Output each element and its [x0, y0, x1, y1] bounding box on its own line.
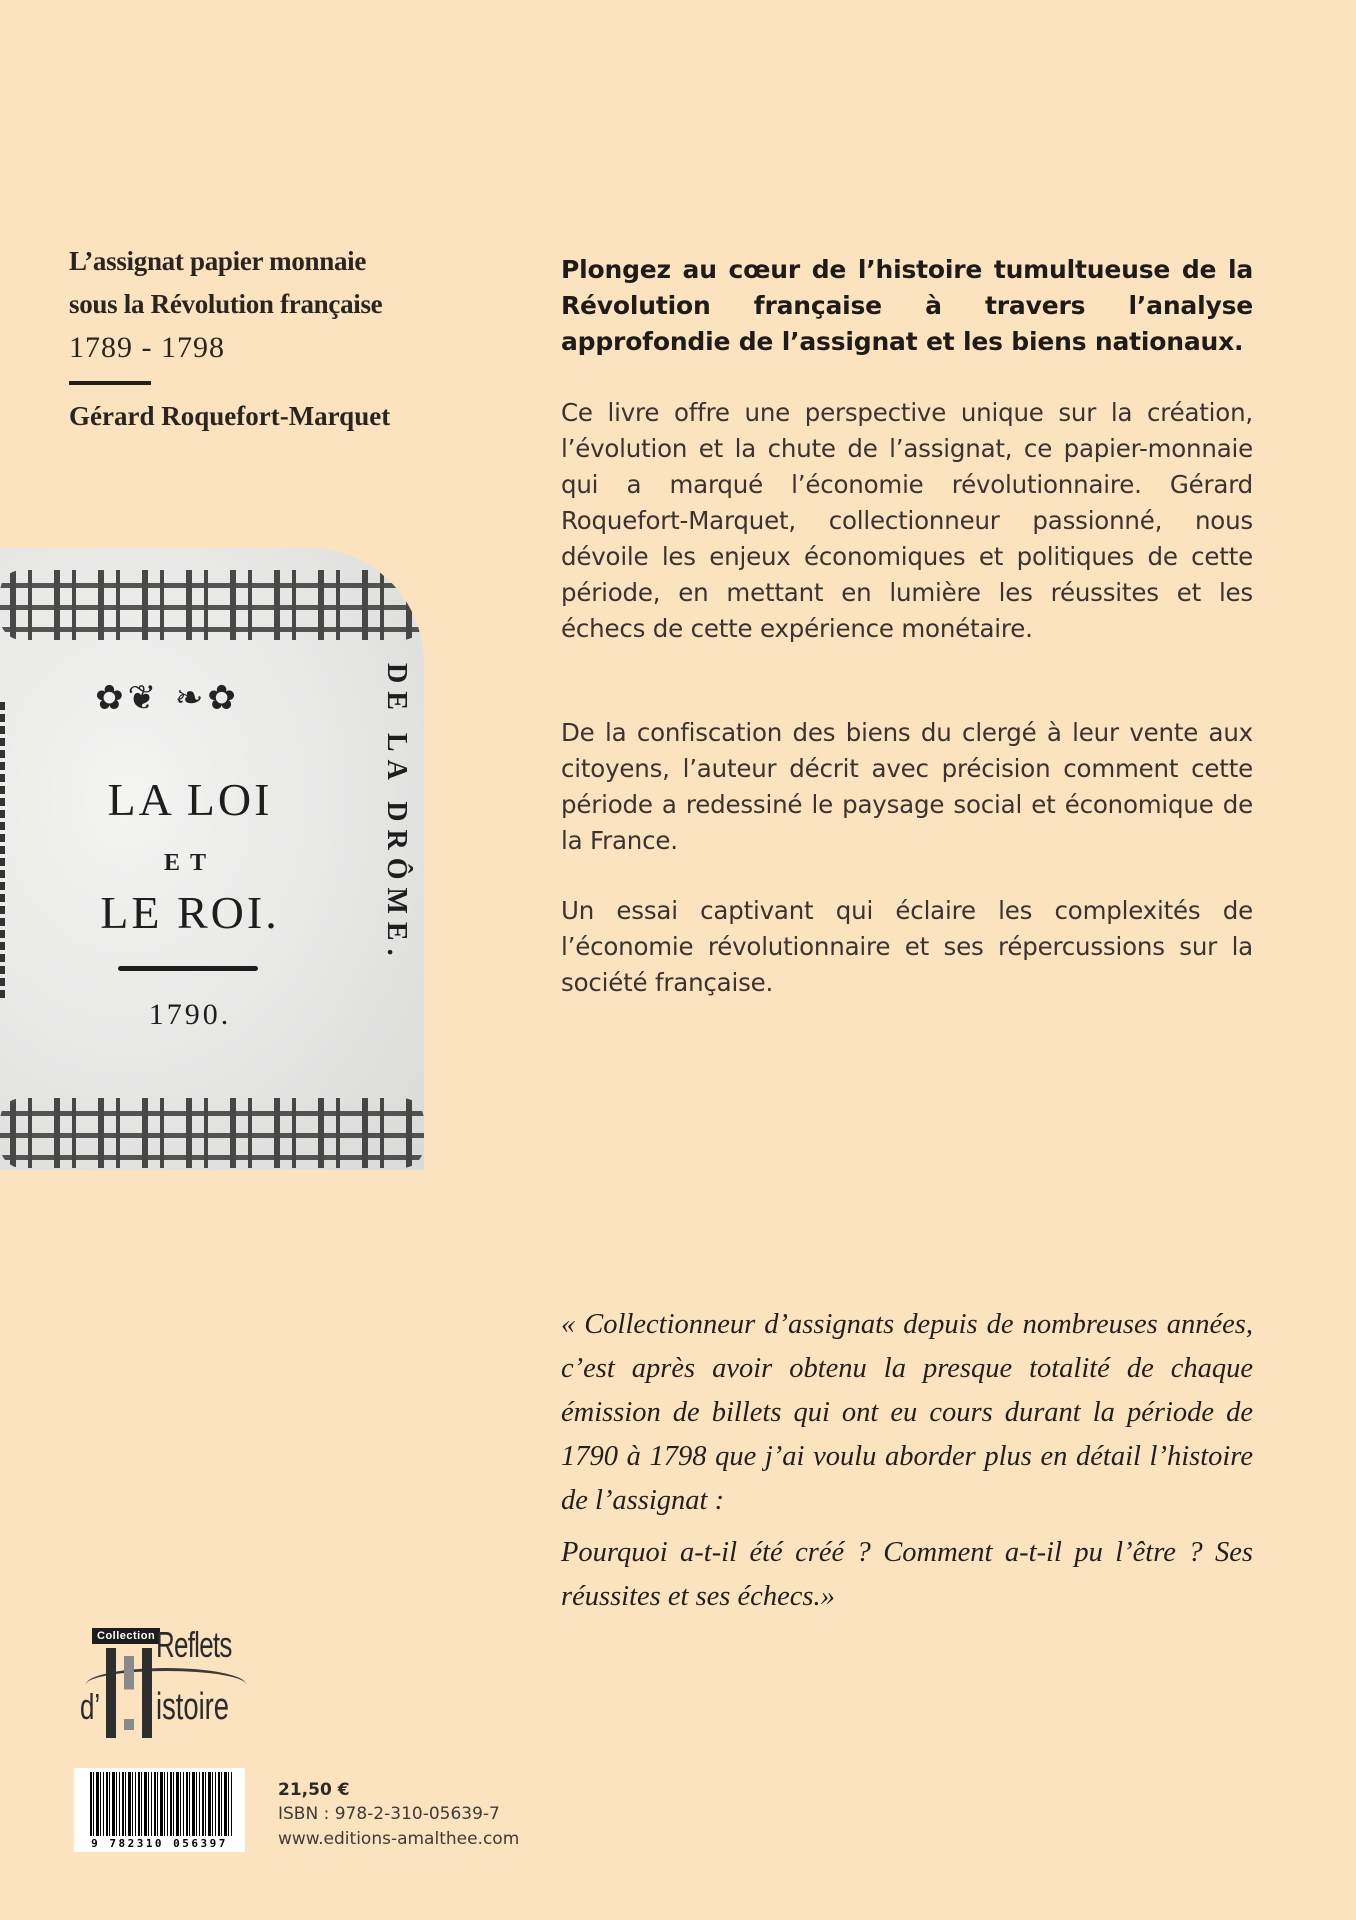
stamp-line-la-loi: LA LOI	[107, 774, 273, 825]
stamp-line-et: ET	[163, 850, 216, 876]
book-title-line-1: L’assignat papier monnaie	[69, 246, 367, 276]
ornament-border-bottom	[0, 1098, 424, 1168]
author-name: Gérard Roquefort-Marquet	[69, 401, 391, 431]
price: 21,50 €	[278, 1780, 350, 1800]
book-years: 1789 - 1798	[69, 331, 225, 364]
publisher-website: www.editions-amalthee.com	[278, 1829, 520, 1849]
logo-collection-label: Collection	[92, 1628, 160, 1644]
barcode-digits: 9 782310 056397	[74, 1837, 245, 1850]
title-divider	[69, 381, 151, 385]
hourglass-icon	[124, 1656, 134, 1730]
blurb-paragraph-2: De la confiscation des biens du clergé à leur vente aux citoyens, l’auteur décrit avec précision comment cette période a redessiné le paysage social et économique de la France.	[561, 718, 1253, 855]
title-block	[69, 240, 469, 432]
logo-word-d: d’	[80, 1686, 101, 1727]
hourglass-h-icon	[106, 1648, 152, 1738]
blurb-lead: Plongez au cœur de l’histoire tumultueuse de la Révolution française à travers l’analyse approfondie de l’assignat et les biens nationaux.	[561, 255, 1253, 356]
book-title-line-2: sous la Révolution française	[69, 289, 383, 319]
collection-logo	[80, 1624, 246, 1743]
barcode-bars	[90, 1772, 234, 1836]
stamp-vertical-text: DE LA DRÔME.	[381, 663, 412, 964]
stamp-rule	[118, 966, 258, 971]
left-border-rule	[0, 698, 5, 998]
isbn-barcode	[74, 1768, 245, 1852]
blurb-paragraph-1: Ce livre offre une perspective unique sur la création, l’évolution et la chute de l’assignat, ce papier-monnaie qui a marqué l’économie révolutionnaire. Gérard Roquefort-Marquet, collectionneur passionné, nous dévoile les enjeux économiques et politiques de cette période, en mettant en lumière les réussites et les échecs de cette expérience monétaire.	[561, 398, 1253, 643]
quote-part-1: « Collectionneur d’assignats depuis de nombreuses années, c’est après avoir obtenu la presque totalité de chaque émission de billets qui ont eu cours durant la période de 1790 à 1798 que j’ai voulu aborder plus en détail l’histoire de l’assignat :	[561, 1309, 1253, 1516]
stamp-year: 1790.	[148, 998, 232, 1031]
ornament-border-top	[0, 570, 424, 640]
logo-word-istoire: istoire	[156, 1686, 229, 1728]
isbn: ISBN : 978-2-310-05639-7	[278, 1804, 500, 1824]
blurb-paragraph-3: Un essai captivant qui éclaire les complexités de l’économie révolutionnaire et ses répercussions sur la société française.	[561, 896, 1253, 997]
book-meta	[278, 1778, 519, 1852]
stamp-line-le-roi: LE ROI.	[100, 887, 280, 938]
author-quote	[561, 1303, 1253, 1627]
quote-part-2: Pourquoi a-t-il été créé ? Comment a-t-il pu l’être ? Ses réussites et ses échecs.»	[561, 1537, 1253, 1612]
assignat-illustration	[0, 548, 424, 1170]
leaf-ornament-icon: ✿❦ ❧✿	[95, 678, 240, 718]
logo-word-reflets: Reflets	[156, 1624, 232, 1665]
